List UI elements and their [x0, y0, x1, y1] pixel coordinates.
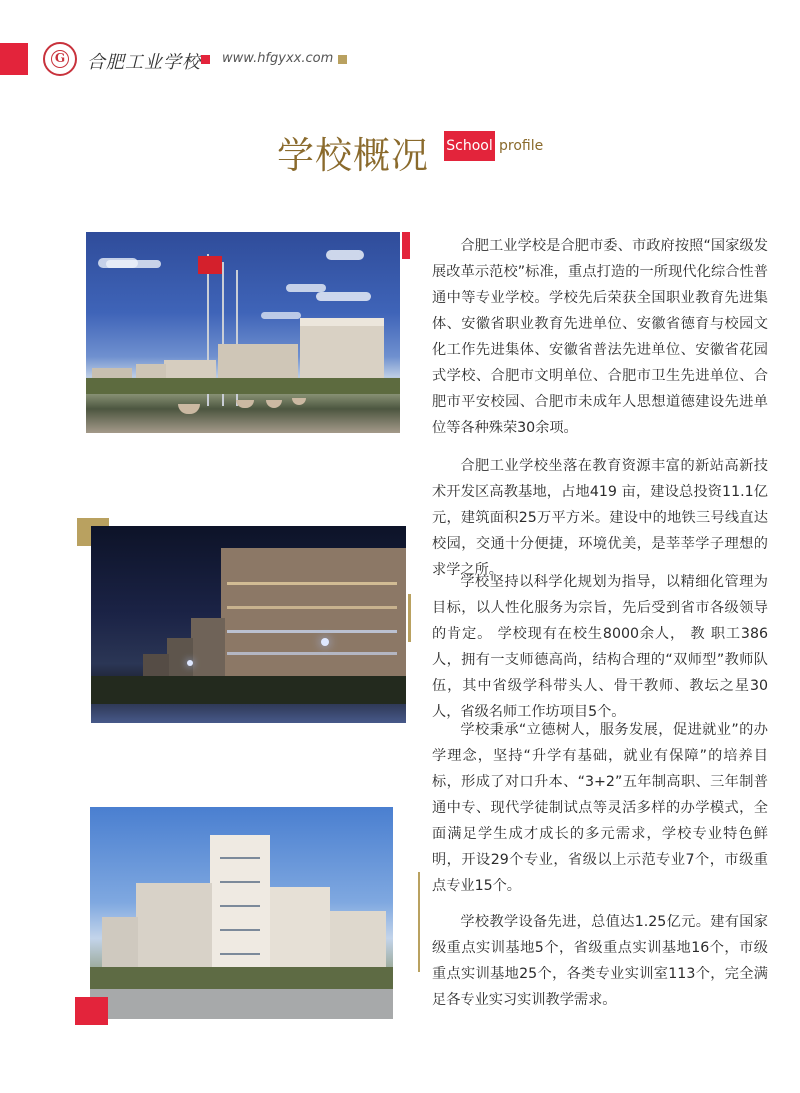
header-gold-square: [338, 55, 347, 64]
equipment-paragraph: [432, 909, 768, 1013]
corner-accent-bar: [0, 43, 28, 75]
campus-photo-daytime: [86, 232, 400, 433]
website-url[interactable]: www.hfgyxx.com: [222, 51, 334, 66]
campus-photo-night: [91, 526, 406, 723]
paragraph-4: 学校秉承“立德树人，服务发展，促进就业”的办学理念，坚持“升学有基础，就业有保障”的培养目标，形成了对口升本、“3+2”五年制高职、三年制普通中专、现代学徒制试点等灵活多样的办学模式，全面满足学生成才成长的多元需求，学校专业特色鲜明，开设29个专业，省级以上示范专业7个，市级重点专业15个。: [432, 722, 768, 894]
school-logo-text: 合肥工业学校: [87, 52, 201, 73]
page-title-en: profile: [499, 138, 544, 154]
paragraph-1: 合肥工业学校是合肥市委、市政府按照“国家级发展改革示范校”标准，重点打造的一所现代化综合性普通中等专业学校。学校先后荣获全国职业教育先进集体、安徽省职业教育先进单位、安徽省德育与校园文化工作先进集体、安徽省普法先进单位、安徽省花园式学校、合肥市文明单位、合肥市卫生先进单位、合肥市平安校园、合肥市未成年人思想道德建设先进单位等各种殊荣30余项。: [432, 238, 768, 436]
seal-letter: G: [54, 51, 66, 65]
intro-paragraph: [432, 233, 768, 441]
paragraph-3: 学校坚持以科学化规划为指导，以精细化管理为目标，以人性化服务为宗旨，先后受到省市各级领导的肯定。 学校现有在校生8000余人， 教 职工386人，拥有一支师德高尚，结构合理的“双师型”教师队伍，其中省级学科带头人、骨干教师、教坛之星30人，省级名师工作坊项目5个。: [432, 574, 768, 720]
philosophy-paragraph: [432, 717, 768, 899]
header-red-square: [201, 55, 210, 64]
management-paragraph: [432, 569, 768, 725]
page-title: 学校概况: [277, 134, 429, 177]
campus-photo-dormitory: [90, 807, 393, 1019]
paragraph-5: 学校教学设备先进，总值达1.25亿元。建有国家级重点实训基地5个，省级重点实训基地16个，市级重点实训基地25个，各类专业实训室113个，完全满足各专业实习实训教学需求。: [432, 914, 768, 1008]
text-accent-gold-line: [418, 872, 420, 972]
photo-accent-red-bottom: [75, 997, 108, 1025]
photo-accent-red: [402, 232, 410, 259]
page-title-en-highlight: School: [444, 131, 495, 161]
paragraph-2: 合肥工业学校坐落在教育资源丰富的新站高新技术开发区高教基地，占地419 亩，建设总投资11.1亿元，建筑面积25万平方米。建设中的地铁三号线直达校园，交通十分便捷，环境优美，是莘莘学子理想的求学之所。: [432, 458, 768, 578]
location-paragraph: [432, 453, 768, 583]
school-seal-logo: [43, 42, 77, 76]
photo-accent-gold-line: [408, 594, 411, 642]
